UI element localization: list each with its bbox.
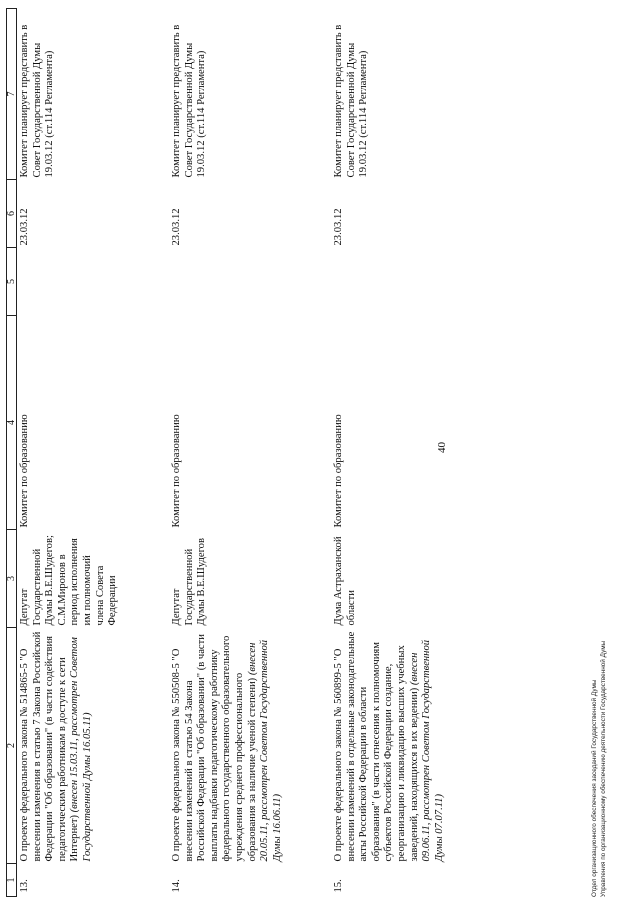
column-header: 5 — [7, 248, 17, 316]
bill-status: Комитет планирует представить в Совет Государственной Думы 19.03.12 (ст.114 Регламента) — [333, 24, 370, 178]
column-header: 6 — [7, 180, 17, 248]
bill-committee: Комитет по образованию — [171, 414, 182, 528]
column-header: 2 — [7, 628, 17, 864]
bill-date: 23.03.12 — [19, 208, 30, 246]
bill-initiator: Депутат Государственной Думы В.Е.Шудегов — [171, 538, 208, 626]
bill-note: (внесен 15.03.11, рассмотрен Советом Государственной Думы 16.05.11) — [69, 637, 93, 862]
row-number: 13. — [19, 879, 30, 893]
bill-date: 23.03.12 — [171, 208, 182, 246]
bill-initiator: Депутат Государственной Думы В.Е.Шудегов; С.М.Миронов в период исполнения им полномочий члена Совета Федерации — [19, 535, 119, 626]
bill-description — [331, 628, 483, 864]
bill-note: (внесен 20.05.11, рассмотрен Советом Государственной Думы 16.06.11) — [246, 639, 283, 862]
bill-status: Комитет планирует представить в Совет Государственной Думы 19.03.12 (ст.114 Регламента) — [171, 24, 208, 178]
footer-line: Отдел организационного обеспечения заседаний Государственной Думы — [591, 679, 598, 897]
bill-col5 — [17, 248, 170, 316]
footer — [590, 641, 608, 897]
bill-initiator: Дума Астраханской области — [333, 536, 357, 626]
bill-committee: Комитет по образованию — [333, 414, 344, 528]
bill-date: 23.03.12 — [333, 208, 344, 246]
page-number: 40 — [436, 442, 448, 453]
bill-committee: Комитет по образованию — [19, 414, 30, 528]
bill-status: Комитет планирует представить в Совет Государственной Думы 19.03.12 (ст.114 Регламента) — [19, 24, 56, 178]
row-number: 14. — [171, 879, 182, 893]
column-header: 1 — [7, 864, 17, 897]
bill-title: О проекте федерального закона № 514865-5 "О внесении изменения в статью 7 Закона Российской Федерации "Об образовании" (в части содействия педагогическим работникам в доступе к сети Интернет) — [19, 631, 81, 862]
column-header: 4 — [7, 316, 17, 530]
bill-description — [17, 628, 170, 864]
row-number: 15. — [333, 879, 344, 893]
table-row — [169, 9, 331, 897]
bill-title: О проекте федерального закона № 560899-5 "О внесении изменений в отдельные законодательные акты Российской Федерации в области образования" (в части отнесения к полномочиям субъектов Российской Федерации создание, реорганизацию и ликвидацию высших учебных заведений, находящихся в их ведении) — [333, 631, 420, 862]
bill-note: (внесен 09.06.11, рассмотрен Советом Государственной Думы 07.07.11) — [408, 639, 445, 862]
column-header: 3 — [7, 530, 17, 628]
bill-col5 — [331, 248, 483, 316]
table-row — [17, 9, 170, 897]
bill-description — [169, 628, 331, 864]
footer-line: Управления по организационному обеспечению деятельности Государственной Думы — [600, 640, 607, 897]
bill-title: О проекте федерального закона № 550508-5 "О внесении изменений в статью 54 Закона Российской Федерации "Об образовании" (в части выплаты надбавки педагогическому работнику федерального государственного образовательного учреждения среднего профессионального образования за наличие ученой степени) — [171, 634, 258, 862]
bills-table — [6, 8, 483, 897]
table-header-row — [7, 9, 17, 897]
table-row — [331, 9, 483, 897]
column-header: 7 — [7, 9, 17, 180]
bill-col5 — [169, 248, 331, 316]
